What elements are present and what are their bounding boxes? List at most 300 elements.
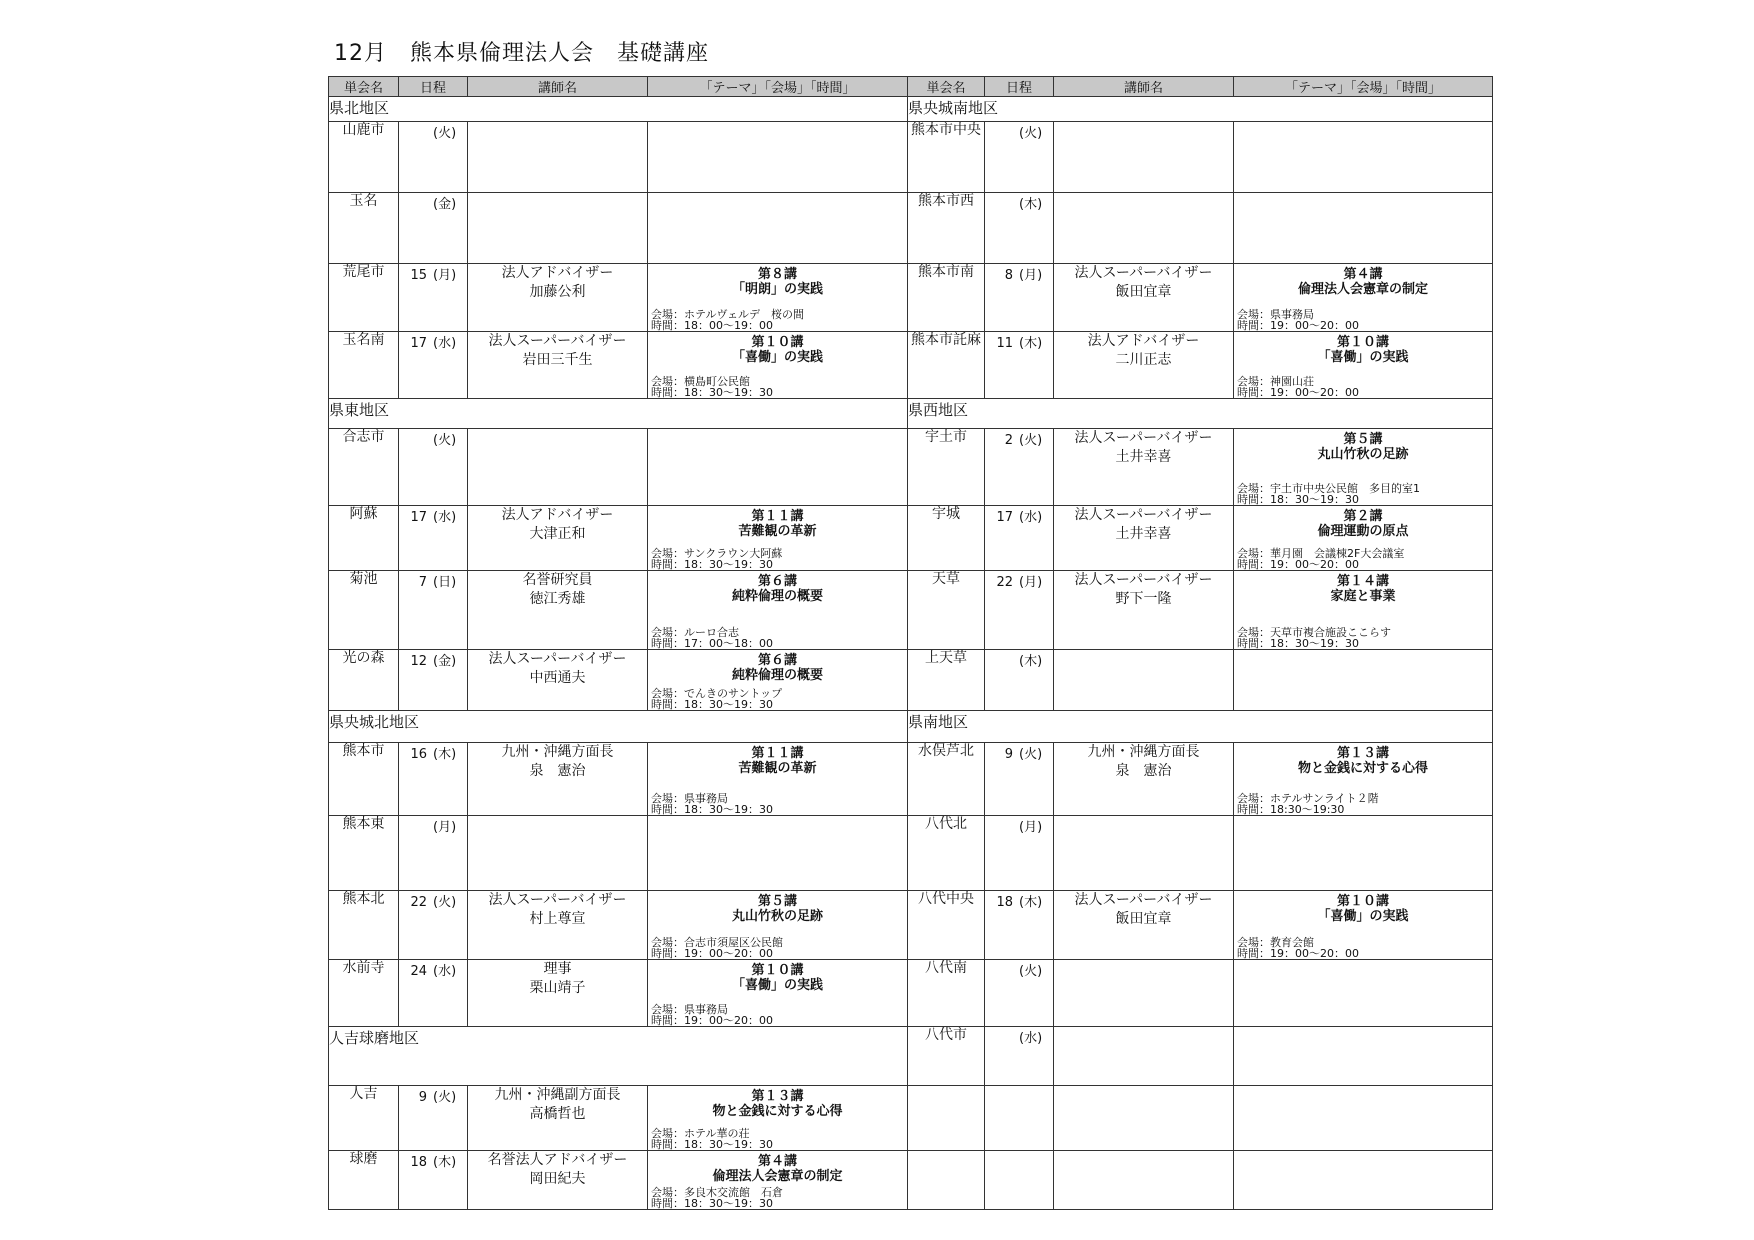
lecture-number: 第６講 bbox=[757, 653, 797, 668]
schedule-row bbox=[329, 743, 1493, 816]
theme-cell bbox=[648, 506, 908, 571]
date-day: 17 bbox=[996, 510, 1013, 525]
date-cell bbox=[399, 891, 468, 960]
theme-cell bbox=[1234, 1027, 1493, 1086]
date-weekday: (木) bbox=[1019, 895, 1043, 910]
lecture-number: 第６講 bbox=[757, 574, 797, 589]
unit-name: 熊本市西 bbox=[908, 193, 985, 264]
lecture-meta bbox=[651, 937, 783, 959]
unit-name: 合志市 bbox=[329, 429, 399, 506]
lecture-number: 第４講 bbox=[757, 1154, 797, 1169]
region-label: 県東地区 bbox=[329, 399, 908, 429]
region-row bbox=[329, 1027, 1493, 1086]
lecture-meta bbox=[651, 1004, 773, 1026]
lecture-number: 第１０講 bbox=[751, 335, 804, 350]
lecturer-cell bbox=[1054, 816, 1234, 891]
date-cell bbox=[985, 743, 1054, 816]
lecture-time: 時間：18：30〜19：30 bbox=[651, 1197, 773, 1210]
lecture-theme: 倫理運動の原点 bbox=[1317, 524, 1409, 539]
date-day: 11 bbox=[996, 336, 1013, 351]
unit-name: 菊池 bbox=[329, 571, 399, 650]
date-day: 17 bbox=[410, 336, 427, 351]
date-cell bbox=[399, 1151, 468, 1210]
lecture-meta bbox=[651, 1128, 773, 1150]
theme-cell bbox=[648, 1151, 908, 1210]
date-weekday: (水) bbox=[1019, 1031, 1043, 1046]
lecture-time: 時間：18：30〜19：30 bbox=[1237, 637, 1359, 650]
unit-name bbox=[908, 1086, 985, 1151]
lecture-venue: 会場：華月園 会議棟2F大会議室 bbox=[1237, 547, 1405, 560]
lecture-venue: 会場：教育会館 bbox=[1237, 936, 1314, 949]
lecture-meta bbox=[1237, 627, 1391, 649]
unit-name: 熊本市中央 bbox=[908, 122, 985, 193]
lecture-time: 時間：19：00〜20：00 bbox=[651, 947, 773, 960]
theme-cell bbox=[648, 891, 908, 960]
lecture-theme: 家庭と事業 bbox=[1330, 589, 1396, 604]
schedule-row bbox=[329, 960, 1493, 1027]
lecturer-cell bbox=[1054, 650, 1234, 711]
lecturer-name: 岩田三千生 bbox=[522, 352, 593, 368]
lecturer-name: 泉 憲治 bbox=[1115, 763, 1172, 779]
region-label: 人吉球磨地区 bbox=[329, 1027, 908, 1086]
lecturer-cell bbox=[468, 1151, 648, 1210]
lecture-meta bbox=[1237, 376, 1359, 398]
lecturer-title: 法人スーパーバイザー bbox=[1074, 265, 1213, 281]
schedule-table bbox=[328, 76, 1493, 1210]
lecturer-name: 野下一隆 bbox=[1115, 591, 1172, 607]
date-day: 22 bbox=[996, 575, 1013, 590]
unit-name: 上天草 bbox=[908, 650, 985, 711]
theme-cell bbox=[648, 743, 908, 816]
schedule-row bbox=[329, 193, 1493, 264]
lecture-time: 時間：18:30〜19:30 bbox=[1237, 803, 1345, 816]
lecture-theme: 倫理法人会憲章の制定 bbox=[712, 1169, 843, 1184]
lecture-meta bbox=[1237, 309, 1359, 331]
unit-name: 山鹿市 bbox=[329, 122, 399, 193]
unit-name: 宇土市 bbox=[908, 429, 985, 506]
region-row bbox=[329, 399, 1493, 429]
date-weekday: (月) bbox=[433, 268, 457, 283]
date-weekday: (金) bbox=[433, 654, 457, 669]
lecturer-cell bbox=[468, 743, 648, 816]
lecture-number: 第５講 bbox=[1343, 432, 1383, 447]
unit-name: 玉名 bbox=[329, 193, 399, 264]
schedule-row bbox=[329, 332, 1493, 399]
lecture-theme: 「喜働」の実践 bbox=[731, 350, 823, 365]
date-cell bbox=[985, 193, 1054, 264]
date-cell bbox=[985, 506, 1054, 571]
lecture-meta bbox=[1237, 937, 1359, 959]
lecture-theme: 苦難観の革新 bbox=[738, 761, 817, 776]
date-weekday: (火) bbox=[433, 895, 457, 910]
page-title: 12月 熊本県倫理法人会 基礎講座 bbox=[334, 41, 709, 66]
lecturer-cell bbox=[468, 332, 648, 399]
lecture-number: 第１０講 bbox=[751, 963, 804, 978]
unit-name: 荒尾市 bbox=[329, 264, 399, 332]
theme-cell bbox=[1234, 650, 1493, 711]
lecture-venue: 会場：でんきのサントップ bbox=[651, 687, 783, 700]
date-weekday: (月) bbox=[433, 820, 457, 835]
header-row bbox=[329, 77, 1493, 97]
lecture-number: 第１１講 bbox=[751, 746, 804, 761]
date-weekday: (木) bbox=[1019, 654, 1043, 669]
unit-name: 阿蘇 bbox=[329, 506, 399, 571]
theme-cell bbox=[1234, 1151, 1493, 1210]
lecture-time: 時間：18：30〜19：30 bbox=[651, 1138, 773, 1151]
theme-cell bbox=[648, 1086, 908, 1151]
theme-cell bbox=[648, 571, 908, 650]
lecturer-title: 理事 bbox=[543, 961, 572, 977]
theme-cell bbox=[1234, 506, 1493, 571]
lecturer-name: 村上尊宣 bbox=[529, 911, 586, 927]
region-label: 県西地区 bbox=[908, 399, 1493, 429]
lecturer-name: 土井幸喜 bbox=[1115, 449, 1172, 465]
date-cell bbox=[399, 816, 468, 891]
theme-cell bbox=[1234, 429, 1493, 506]
lecturer-cell bbox=[468, 891, 648, 960]
lecture-time: 時間：18：30〜19：30 bbox=[651, 698, 773, 711]
unit-name: 熊本市 bbox=[329, 743, 399, 816]
unit-name: 八代中央 bbox=[908, 891, 985, 960]
lecture-meta bbox=[651, 548, 782, 570]
date-cell bbox=[985, 650, 1054, 711]
lecturer-cell bbox=[1054, 332, 1234, 399]
date-weekday: (木) bbox=[1019, 197, 1043, 212]
date-weekday: (月) bbox=[1019, 575, 1043, 590]
date-cell bbox=[399, 122, 468, 193]
lecturer-name: 飯田宜章 bbox=[1115, 284, 1172, 300]
lecture-meta bbox=[651, 688, 782, 710]
unit-name: 球磨 bbox=[329, 1151, 399, 1210]
lecture-venue: 会場：ホテルヴェルデ 桜の間 bbox=[651, 308, 805, 321]
date-day: 18 bbox=[410, 1155, 427, 1170]
lecture-meta bbox=[651, 1187, 783, 1209]
date-day: 2 bbox=[1004, 433, 1013, 448]
lecture-meta bbox=[651, 309, 804, 331]
theme-cell bbox=[648, 816, 908, 891]
lecturer-name: 泉 憲治 bbox=[529, 763, 586, 779]
lecturer-title: 法人アドバイザー bbox=[501, 265, 614, 281]
lecturer-title: 九州・沖縄方面長 bbox=[1087, 744, 1200, 760]
date-weekday: (水) bbox=[433, 510, 457, 525]
date-cell bbox=[399, 650, 468, 711]
theme-cell bbox=[648, 960, 908, 1027]
lecturer-title: 名誉法人アドバイザー bbox=[487, 1152, 628, 1168]
date-cell bbox=[985, 960, 1054, 1027]
lecturer-name: 土井幸喜 bbox=[1115, 526, 1172, 542]
date-cell bbox=[985, 1151, 1054, 1210]
lecture-meta bbox=[651, 376, 773, 398]
lecture-time: 時間：19：00〜20：00 bbox=[651, 1014, 773, 1027]
theme-cell bbox=[1234, 816, 1493, 891]
lecturer-cell bbox=[468, 122, 648, 193]
schedule-row bbox=[329, 1151, 1493, 1210]
date-day: 8 bbox=[1004, 268, 1013, 283]
lecturer-cell bbox=[468, 571, 648, 650]
theme-cell bbox=[648, 264, 908, 332]
lecturer-cell bbox=[468, 193, 648, 264]
lecturer-title: 法人スーパーバイザー bbox=[488, 651, 627, 667]
date-cell bbox=[399, 506, 468, 571]
unit-name: 宇城 bbox=[908, 506, 985, 571]
unit-name bbox=[908, 1151, 985, 1210]
lecture-time: 時間：18：30〜19：30 bbox=[651, 558, 773, 571]
lecture-number: 第４講 bbox=[1343, 267, 1383, 282]
lecture-venue: 会場：ルーロ合志 bbox=[651, 626, 739, 639]
lecturer-name: 岡田紀夫 bbox=[529, 1171, 586, 1187]
lecture-venue: 会場：県事務局 bbox=[1237, 308, 1314, 321]
date-cell bbox=[985, 891, 1054, 960]
unit-name: 玉名南 bbox=[329, 332, 399, 399]
header-lecturer: 講師名 bbox=[1054, 77, 1234, 97]
lecturer-cell bbox=[1054, 891, 1234, 960]
date-day: 12 bbox=[410, 654, 427, 669]
lecture-meta bbox=[651, 627, 773, 649]
region-label: 県央城南地区 bbox=[908, 97, 1493, 122]
date-weekday: (水) bbox=[433, 336, 457, 351]
lecture-venue: 会場：多良木交流館 石倉 bbox=[651, 1186, 783, 1199]
lecturer-cell bbox=[1054, 429, 1234, 506]
unit-name: 光の森 bbox=[329, 650, 399, 711]
lecturer-name: 中西通夫 bbox=[529, 670, 586, 686]
date-day: 24 bbox=[410, 964, 427, 979]
theme-cell bbox=[648, 332, 908, 399]
date-weekday: (月) bbox=[1019, 820, 1043, 835]
lecturer-cell bbox=[468, 429, 648, 506]
date-cell bbox=[399, 743, 468, 816]
lecture-time: 時間：17：00〜18：00 bbox=[651, 637, 773, 650]
lecture-number: 第１１講 bbox=[751, 509, 804, 524]
unit-name: 熊本市託麻 bbox=[908, 332, 985, 399]
lecture-theme: 「喜働」の実践 bbox=[1317, 350, 1409, 365]
lecturer-cell bbox=[468, 1086, 648, 1151]
lecturer-cell bbox=[1054, 193, 1234, 264]
lecturer-cell bbox=[1054, 264, 1234, 332]
lecture-number: 第１３講 bbox=[751, 1089, 804, 1104]
lecture-number: 第１０講 bbox=[1336, 894, 1389, 909]
lecture-meta bbox=[1237, 793, 1379, 815]
lecture-venue: 会場：県事務局 bbox=[651, 1003, 728, 1016]
lecturer-cell bbox=[468, 816, 648, 891]
lecture-number: 第１３講 bbox=[1336, 746, 1389, 761]
theme-cell bbox=[1234, 193, 1493, 264]
lecturer-cell bbox=[468, 650, 648, 711]
schedule-row bbox=[329, 571, 1493, 650]
date-weekday: (水) bbox=[1019, 510, 1043, 525]
lecture-time: 時間：18：30〜19：30 bbox=[651, 386, 773, 399]
date-cell bbox=[399, 264, 468, 332]
lecturer-name: 二川正志 bbox=[1115, 352, 1172, 368]
theme-cell bbox=[648, 650, 908, 711]
date-cell bbox=[399, 1086, 468, 1151]
date-cell bbox=[399, 429, 468, 506]
date-weekday: (火) bbox=[433, 1090, 457, 1105]
date-day: 15 bbox=[410, 268, 427, 283]
lecture-venue: 会場：宇土市中央公民館 多目的室1 bbox=[1237, 482, 1420, 495]
theme-cell bbox=[1234, 122, 1493, 193]
lecture-venue: 会場：ホテル華の荘 bbox=[651, 1127, 750, 1140]
lecture-venue: 会場：県事務局 bbox=[651, 792, 728, 805]
lecturer-cell bbox=[1054, 1086, 1234, 1151]
theme-cell bbox=[1234, 264, 1493, 332]
date-weekday: (月) bbox=[1019, 268, 1043, 283]
lecture-theme: 丸山竹秋の足跡 bbox=[1317, 447, 1409, 462]
lecture-theme: 純粋倫理の概要 bbox=[731, 589, 823, 604]
header-date: 日程 bbox=[399, 77, 468, 97]
lecturer-name: 大津正和 bbox=[529, 526, 586, 542]
schedule-row bbox=[329, 429, 1493, 506]
date-cell bbox=[985, 264, 1054, 332]
lecturer-cell bbox=[1054, 1027, 1234, 1086]
date-weekday: (火) bbox=[1019, 964, 1043, 979]
schedule-row bbox=[329, 650, 1493, 711]
schedule-row bbox=[329, 1086, 1493, 1151]
date-weekday: (火) bbox=[1019, 433, 1043, 448]
lecturer-title: 名誉研究員 bbox=[522, 572, 593, 588]
theme-cell bbox=[648, 193, 908, 264]
date-weekday: (水) bbox=[433, 964, 457, 979]
lecturer-name: 徳江秀雄 bbox=[529, 591, 586, 607]
lecture-meta bbox=[651, 793, 773, 815]
region-label: 県南地区 bbox=[908, 711, 1493, 743]
lecturer-cell bbox=[1054, 506, 1234, 571]
lecture-time: 時間：19：00〜20：00 bbox=[1237, 947, 1359, 960]
lecture-venue: 会場：横島町公民館 bbox=[651, 375, 750, 388]
lecturer-cell bbox=[1054, 571, 1234, 650]
lecturer-cell bbox=[468, 960, 648, 1027]
header-unit: 単会名 bbox=[329, 77, 399, 97]
lecturer-title: 法人スーパーバイザー bbox=[1074, 572, 1213, 588]
lecturer-title: 法人アドバイザー bbox=[1087, 333, 1200, 349]
lecturer-name: 高橋哲也 bbox=[529, 1106, 586, 1122]
date-cell bbox=[985, 122, 1054, 193]
date-weekday: (火) bbox=[1019, 126, 1043, 141]
date-day: 7 bbox=[418, 575, 427, 590]
date-cell bbox=[985, 571, 1054, 650]
schedule-row bbox=[329, 122, 1493, 193]
lecture-theme: 物と金銭に対する心得 bbox=[1297, 761, 1428, 776]
lecturer-title: 法人スーパーバイザー bbox=[488, 333, 627, 349]
lecturer-title: 法人スーパーバイザー bbox=[1074, 892, 1213, 908]
lecture-number: 第１４講 bbox=[1336, 574, 1389, 589]
theme-cell bbox=[648, 122, 908, 193]
schedule-body bbox=[329, 97, 1493, 1210]
theme-cell bbox=[1234, 960, 1493, 1027]
unit-name: 水前寺 bbox=[329, 960, 399, 1027]
header-theme: 「テーマ」「会場」「時間」 bbox=[648, 77, 908, 97]
header-lecturer: 講師名 bbox=[468, 77, 648, 97]
lecture-time: 時間：18：30〜19：30 bbox=[1237, 493, 1359, 506]
unit-name: 人吉 bbox=[329, 1086, 399, 1151]
lecturer-cell bbox=[1054, 960, 1234, 1027]
lecturer-title: 九州・沖縄方面長 bbox=[501, 744, 614, 760]
date-day: 9 bbox=[1004, 747, 1013, 762]
lecturer-cell bbox=[468, 264, 648, 332]
date-day: 22 bbox=[410, 895, 427, 910]
schedule-row bbox=[329, 506, 1493, 571]
lecture-number: 第１０講 bbox=[1336, 335, 1389, 350]
lecture-number: 第２講 bbox=[1343, 509, 1383, 524]
theme-cell bbox=[1234, 1086, 1493, 1151]
date-weekday: (火) bbox=[1019, 747, 1043, 762]
lecturer-title: 法人アドバイザー bbox=[501, 507, 614, 523]
date-weekday: (木) bbox=[1019, 336, 1043, 351]
lecture-number: 第８講 bbox=[757, 267, 797, 282]
unit-name: 熊本北 bbox=[329, 891, 399, 960]
region-label: 県央城北地区 bbox=[329, 711, 908, 743]
lecturer-name: 飯田宜章 bbox=[1115, 911, 1172, 927]
lecturer-title: 法人スーパーバイザー bbox=[488, 892, 627, 908]
lecture-number: 第５講 bbox=[757, 894, 797, 909]
date-day: 9 bbox=[418, 1090, 427, 1105]
schedule-row bbox=[329, 264, 1493, 332]
lecture-meta bbox=[1237, 483, 1420, 505]
region-label: 県北地区 bbox=[329, 97, 908, 122]
date-cell bbox=[399, 960, 468, 1027]
lecture-theme: 「喜働」の実践 bbox=[731, 978, 823, 993]
lecture-time: 時間：18：30〜19：30 bbox=[651, 803, 773, 816]
lecturer-cell bbox=[1054, 1151, 1234, 1210]
lecturer-name: 加藤公利 bbox=[529, 284, 586, 300]
lecturer-name: 栗山靖子 bbox=[529, 980, 586, 996]
date-weekday: (木) bbox=[433, 747, 457, 762]
date-weekday: (木) bbox=[433, 1155, 457, 1170]
lecture-theme: 「明朗」の実践 bbox=[731, 282, 823, 297]
lecture-time: 時間：19：00〜20：00 bbox=[1237, 319, 1359, 332]
lecture-theme: 物と金銭に対する心得 bbox=[712, 1104, 843, 1119]
lecture-time: 時間：19：00〜20：00 bbox=[1237, 386, 1359, 399]
schedule-row bbox=[329, 891, 1493, 960]
date-cell bbox=[985, 1086, 1054, 1151]
unit-name: 八代市 bbox=[908, 1027, 985, 1086]
date-cell bbox=[399, 332, 468, 399]
theme-cell bbox=[1234, 571, 1493, 650]
region-row bbox=[329, 97, 1493, 122]
lecturer-cell bbox=[1054, 122, 1234, 193]
theme-cell bbox=[1234, 743, 1493, 816]
date-weekday: (日) bbox=[433, 575, 457, 590]
lecture-theme: 「喜働」の実践 bbox=[1317, 909, 1409, 924]
date-weekday: (火) bbox=[433, 126, 457, 141]
date-day: 17 bbox=[410, 510, 427, 525]
lecture-theme: 純粋倫理の概要 bbox=[731, 668, 823, 683]
lecturer-title: 法人スーパーバイザー bbox=[1074, 430, 1213, 446]
region-row bbox=[329, 711, 1493, 743]
unit-name: 熊本東 bbox=[329, 816, 399, 891]
date-day: 16 bbox=[410, 747, 427, 762]
lecture-theme: 倫理法人会憲章の制定 bbox=[1297, 282, 1428, 297]
lecturer-cell bbox=[468, 506, 648, 571]
date-cell bbox=[985, 816, 1054, 891]
unit-name: 水俣芦北 bbox=[908, 743, 985, 816]
header-date: 日程 bbox=[985, 77, 1054, 97]
lecture-venue: 会場：合志市須屋区公民館 bbox=[651, 936, 783, 949]
date-weekday: (金) bbox=[433, 197, 457, 212]
lecture-venue: 会場：天草市複合施設ここらす bbox=[1237, 626, 1391, 639]
lecture-venue: 会場：ホテルサンライト２階 bbox=[1237, 792, 1379, 805]
date-weekday: (火) bbox=[433, 433, 457, 448]
date-cell bbox=[399, 571, 468, 650]
lecture-theme: 丸山竹秋の足跡 bbox=[731, 909, 823, 924]
lecture-venue: 会場：サンクラウン大阿蘇 bbox=[651, 547, 783, 560]
theme-cell bbox=[1234, 332, 1493, 399]
lecturer-cell bbox=[1054, 743, 1234, 816]
lecturer-title: 法人スーパーバイザー bbox=[1074, 507, 1213, 523]
header-unit: 単会名 bbox=[908, 77, 985, 97]
date-cell bbox=[399, 193, 468, 264]
header-theme: 「テーマ」「会場」「時間」 bbox=[1234, 77, 1493, 97]
schedule-row bbox=[329, 816, 1493, 891]
